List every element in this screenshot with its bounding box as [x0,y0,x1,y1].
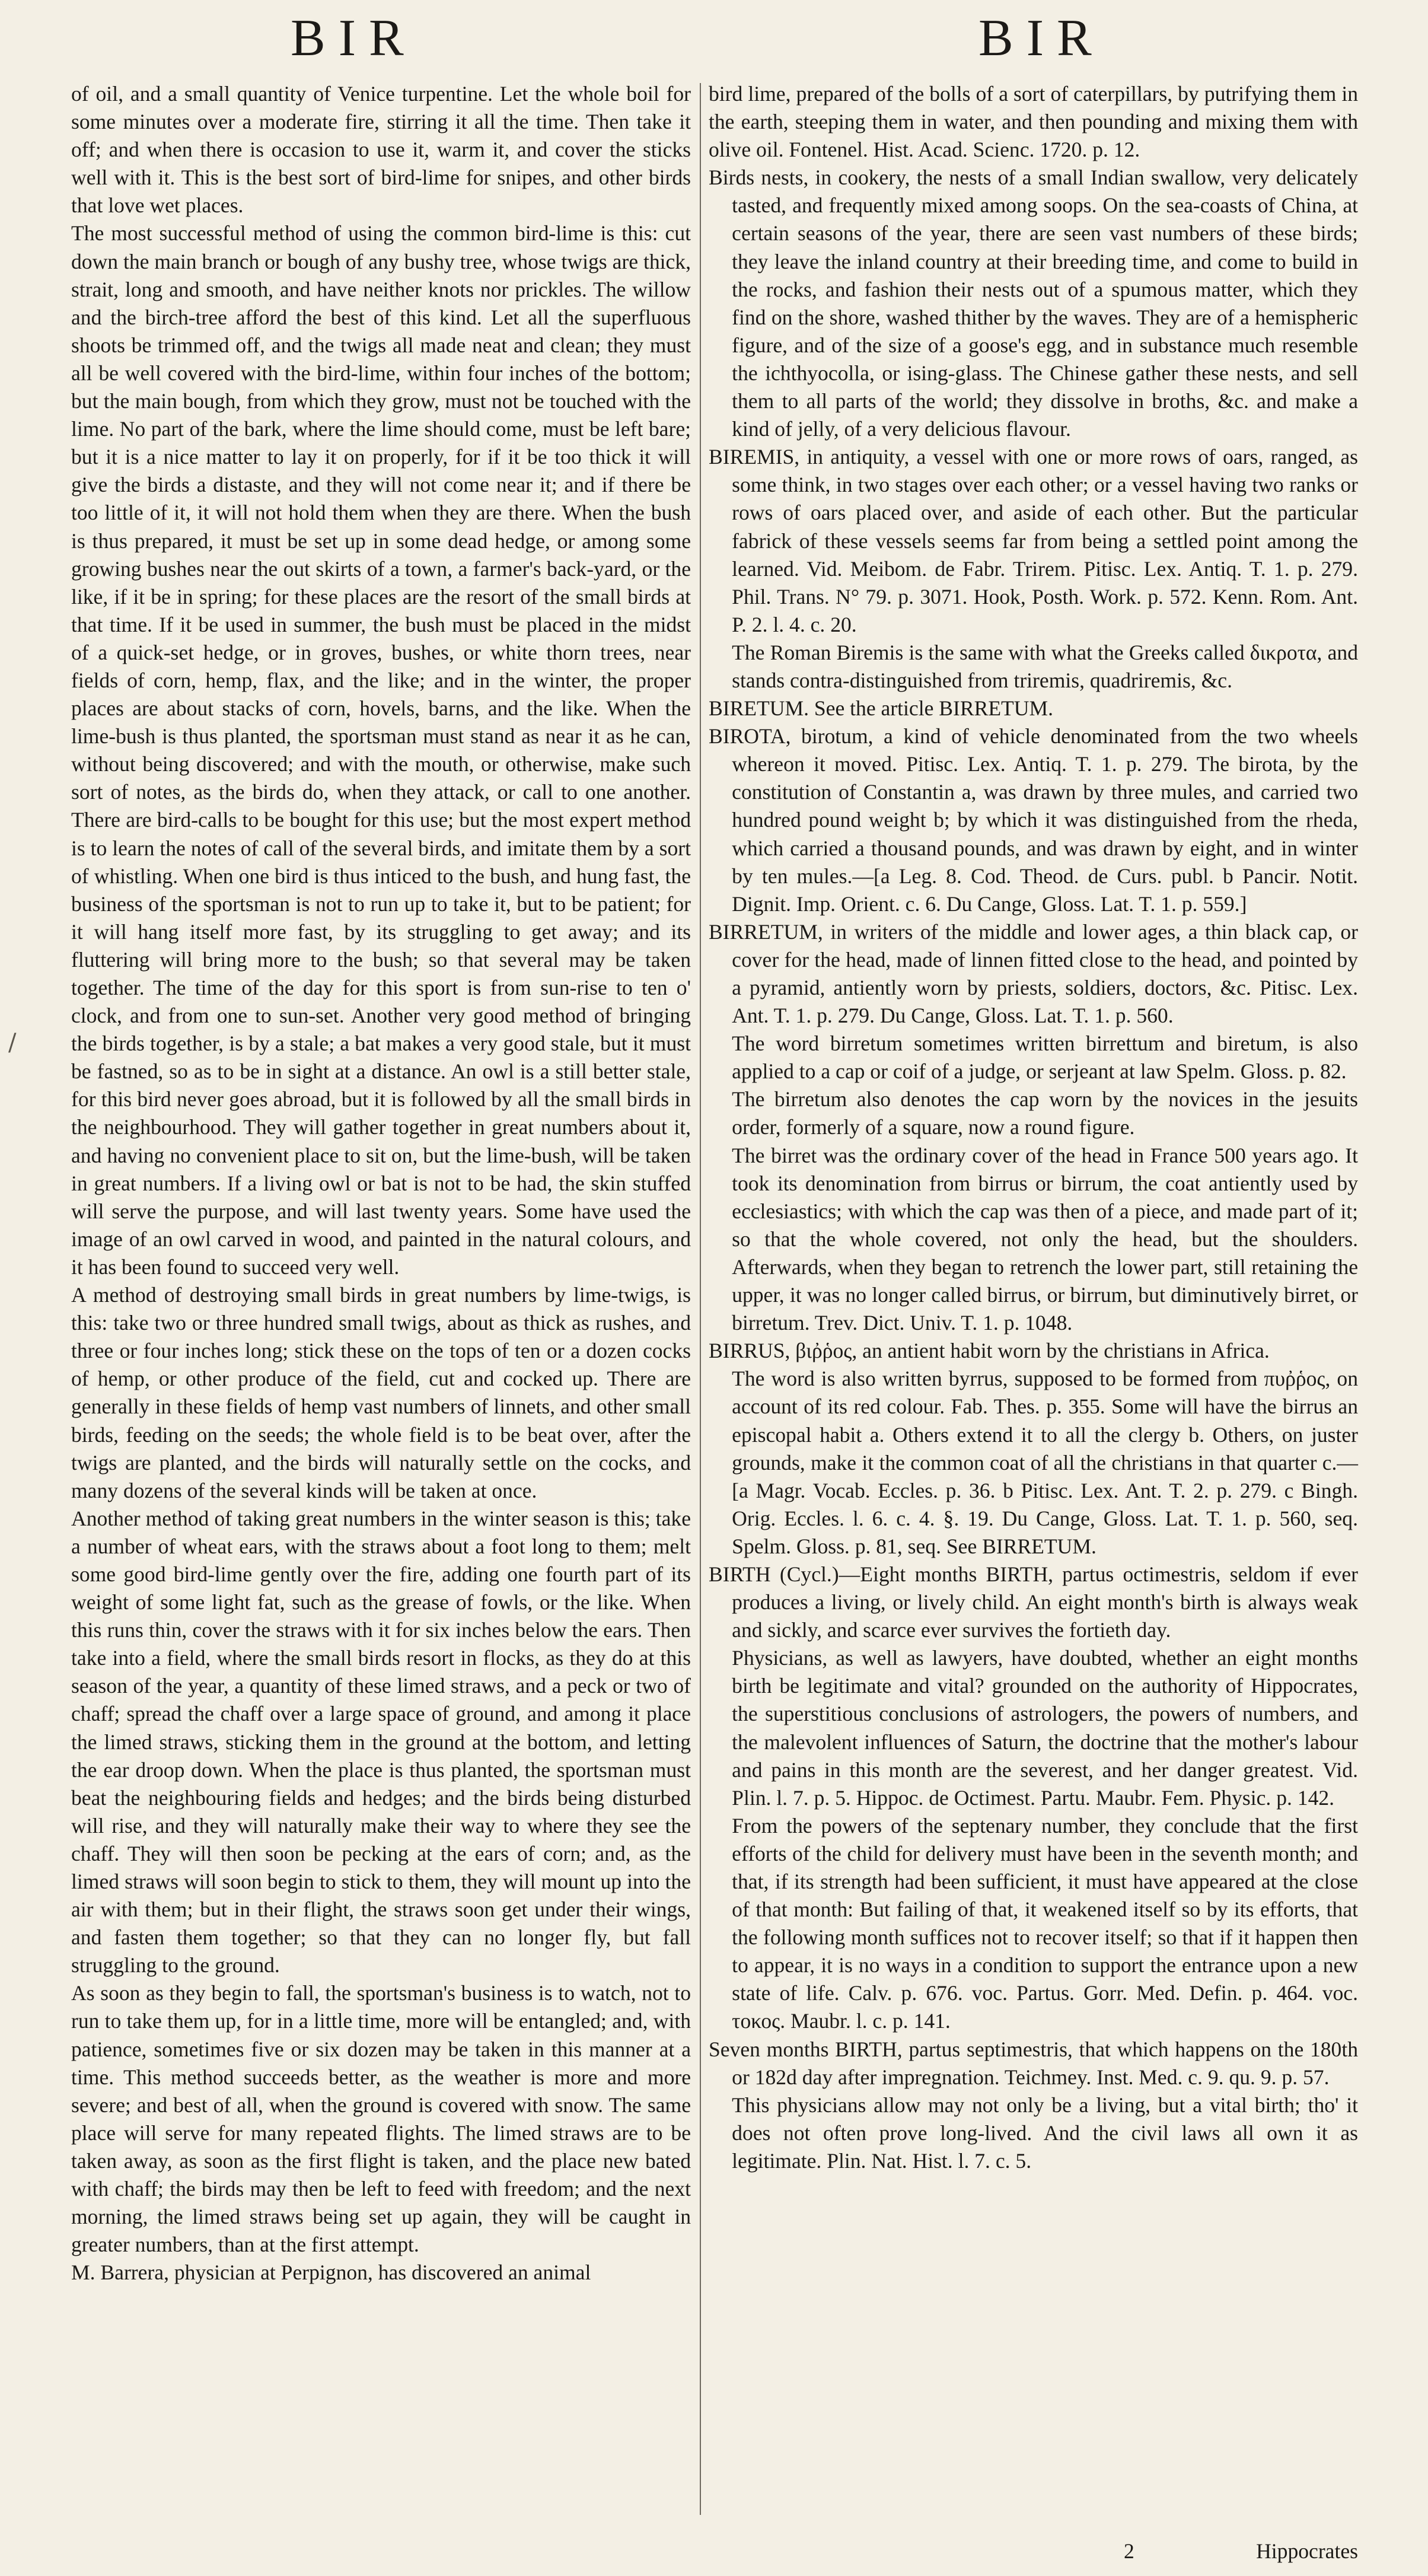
paragraph: of oil, and a small quantity of Venice turpentine. Let the whole boil for some minutes over a moderate fire, stirring it all the time. Then take it off; and when there is occasion to use it, warm it, and cover the sticks well with it. This is the best sort of bird-lime for snipes, and other birds that love wet places. [71,82,691,218]
page-footer [709,2539,1358,2568]
column-divider [700,83,701,2515]
paragraph: The most successful method of using the common bird-lime is this: cut down the main branch or bough of any bushy tree, whose twigs are thick, strait, long and smooth, and have neither knots nor prickles. The willow and the birch-tree afford the best of this kind. Let all the superfluous shoots be trimmed off, and the twigs all made neat and clean; they must all be well covered with the bird-lime, within four inches of the bottom; but the main bough, from which they grow, must not be touched with the lime. No part of the bark, where the lime should come, must be left bare; but it is a nice matter to lay it on properly, for if it be too thick it will give the birds a distaste, and they will not come near it; and if there be too little of it, it will not hold them when they are there. When the bush is thus prepared, it must be set up in some dead hedge, or among some growing bushes near the out skirts of a town, a farmer's back-yard, or the like, if it be in spring; for these places are the resort of the small birds at that time. If it be used in summer, the bush must be placed in the midst of a quick-set hedge, or in groves, bushes, or white thorn trees, near fields of corn, hemp, flax, and the like; and in the winter, the proper places are about stacks of corn, hovels, barns, and the like. When the lime-bush is thus planted, the sportsman must stand as near it as he can, without being discovered; and with the mouth, or otherwise, make such sort of notes, as the birds do, when they attack, or call to one another. There are bird-calls to be bought for this use; but the most expert method is to learn the notes of call of the several birds, and imitate them by a sort of whistling. When one bird is thus inticed to the bush, and hung fast, the business of the sportsman is not to run up to take it, but to be patient; for it will hang itself more fast, by its struggling to get away; and its fluttering will bring more to the bush; so that several may be taken together. The time of the day for this sport is from sun-rise to ten o' clock, and from one to sun-set. Another very good method of bringing the birds together, is by a stale; a bat makes a very good stale, but it must be fastned, so as to be in sight at a distance. An owl is a still better stale, for this bird never goes abroad, but it is followed by all the small birds in the neighbourhood. They will gather together in great numbers about it, and having no convenient place to sit on, but the lime-bush, will be taken in great numbers. If a living owl or bat is not to be had, the skin stuffed will serve the purpose, and will last twenty years. Some have used the image of an owl carved in wood, and painted in the natural colours, and it has been found to succeed very well. [71,221,691,1279]
entry-birretum: BIRRETUM, in writers of the middle and lower ages, a thin black cap, or cover for the head, made of linnen fitted close to the head, and pointed by a pyramid, antiently worn by priests, soldiers, doctors, &c. Pitisc. Lex. Ant. T. 1. p. 279. Du Cange, Gloss. Lat. T. 1. p. 560. [709,919,1358,1028]
entry-birds-nests: Birds nests, in cookery, the nests of a small Indian swallow, very delicately tasted, and frequently mixed among soops. On the sea-coasts of China, at certain seasons of the year, there are seen vast numbers of these birds; they leave the inland country at their breeding time, and come to build in the rocks, and fashion their nests out of a spumous matter, which they find on the shore, washed thither by the waves. They are of a hemispheric figure, and of the size of a goose's egg, and in substance much resemble the ichthyocolla, or ising-glass. The Chinese gather these nests, and sell them to all parts of the world; they dissolve in broths, &c. and make a kind of jelly, of a very delicious flavour. [709,165,1358,441]
right-column [709,80,1358,2175]
paragraph: The word is also written byrrus, supposed to be formed from πυῤῥος, on account of its red colour. Fab. Thes. p. 355. Some will have the birrus an episcopal habit a. Others extend it to all the clergy b. Others, on juster grounds, make it the common coat of all the christians in that quarter c.—[a Magr. Vocab. Eccles. p. 36. b Pitisc. Lex. Ant. T. 2. p. 279. c Bingh. Orig. Eccles. l. 6. c. 4. §. 19. Du Cange, Gloss. Lat. T. 1. p. 560, seq. Spelm. Gloss. p. 81, seq. See BIRRETUM. [732,1367,1358,1558]
paragraph: Physicians, as well as lawyers, have doubted, whether an eight months birth be legitimate and vital? grounded on the authority of Hippocrates, the superstitious conclusions of astrologers, the powers of numbers, and the malevolent influences of Saturn, the doctrine that the mother's labour and pains in this month are the severest, and her danger greatest. Vid. Plin. l. 7. p. 5. Hippoc. de Octimest. Partu. Maubr. Fem. Physic. p. 142. [732,1646,1358,1810]
entry-biremis: BIREMIS, in antiquity, a vessel with one or more rows of oars, ranged, as some think, in two stages over each other; or a vessel having two ranks or rows of oars placed over, and aside of each other. But the particular fabrick of these vessels seems far from being a settled point among the learned. Vid. Meibom. de Fabr. Trirem. Pitisc. Lex. Antiq. T. 1. p. 279. Phil. Trans. N° 79. p. 3071. Hook, Posth. Work. p. 572. Kenn. Rom. Ant. P. 2. l. 4. c. 20. [709,445,1358,636]
paragraph: A method of destroying small birds in great numbers by lime-twigs, is this: take two or three hundred small twigs, about as thick as rushes, and three or four inches long; stick these on the tops of ten or a dozen cocks of hemp, or other produce of the field, cut and cocked up. There are generally in these fields of hemp vast numbers of linnets, and other small birds, feeding on the seeds; the whole field is to be beat over, after the twigs are planted, and the birds will naturally settle on the cocks, and many dozens of the several kinds will be taken at once. [71,1283,691,1502]
margin-mark: / [8,1029,17,1056]
paragraph: This physicians allow may not only be a living, but a vital birth; tho' it does not often prove long-lived. And the civil laws all own it as legitimate. Plin. Nat. Hist. l. 7. c. 5. [732,2093,1358,2173]
running-head-left: BIR [291,9,417,67]
signature-mark: 2 [1124,2539,1134,2563]
entry-birth: BIRTH (Cycl.)—Eight months BIRTH, partus octimestris, seldom if ever produces a living, or lively child. An eight month's birth is always weak and sickly, and scarce ever survives the fortieth day. [709,1562,1358,1642]
entry-birota: BIROTA, birotum, a kind of vehicle denominated from the two wheels whereon it moved. Pitisc. Lex. Antiq. T. 1. p. 279. The birota, by the constitution of Constantin a, was drawn by three mules, and carried two hundred pound weight b; by which it was distinguished from the rheda, which carried a thousand pounds, and was drawn by eight, and in winter by ten mules.—[a Leg. 8. Cod. Theod. de Curs. publ. b Pancir. Notit. Dignit. Imp. Orient. c. 6. Du Cange, Gloss. Lat. T. 1. p. 559.] [709,724,1358,916]
paragraph: As soon as they begin to fall, the sportsman's business is to watch, not to run to take them up, for in a little time, more will be entangled; and, with patience, sometimes five or six dozen may be taken in this manner at a time. This method succeeds better, as the weather is more and more severe; and best of all, when the ground is covered with snow. The same place will serve for many repeated flights. The limed straws are to be taken away, as soon as the first flight is taken, and the place new bated with chaff; the birds may then be left to feed with freedom; and the next morning, the limed straws being set up again, they will be caught in greater numbers, than at the first attempt. [71,1981,691,2257]
paragraph: From the powers of the septenary number, they conclude that the first efforts of the child for delivery must have been in the seventh month; and that, if its strength had been sufficient, it must have appeared at the close of that month: But failing of that, it weakened itself so by its efforts, that the following month suffices not to recover itself; so that if it happen then to appear, it is no ways in a condition to support the entrance upon a new state of life. Calv. p. 676. voc. Partus. Gorr. Med. Defin. p. 464. voc. τοκος. Maubr. l. c. p. 141. [732,1813,1358,2033]
entry-seven-months-birth: Seven months BIRTH, partus septimestris, that which happens on the 180th or 182d day after impregnation. Teichmey. Inst. Med. c. 9. qu. 9. p. 57. [709,2037,1358,2089]
paragraph: The birret was the ordinary cover of the head in France 500 years ago. It took its denomination from birrus or birrum, the coat antiently used by ecclesiastics; with which the cap was then of a piece, and made part of it; so that the whole covered, not only the head, but the shoulders. Afterwards, when they began to retrench the lower part, still retaining the upper, it was no longer called birrus, or birrum, but diminutively birret, or birretum. Trev. Dict. Univ. T. 1. p. 1048. [732,1143,1358,1335]
paragraph: Another method of taking great numbers in the winter season is this; take a number of wheat ears, with the straws about a foot long to them; melt some good bird-lime gently over the fire, adding one fourth part of its weight of some light fat, such as the grease of fowls, or the like. When this runs thin, cover the straws with it for six inches below the ears. Then take into a field, where the small birds resort in flocks, as they do at this season of the year, a quantity of these limed straws, and a peck or two of chaff; spread the chaff over a large space of ground, and among it place the limed straws, sticking them in the ground at the bottom, and letting the ear droop down. When the place is thus planted, the sportsman must beat the neighbouring fields and hedges; and the birds being disturbed will rise, and they will naturally make their way to where they see the chaff. They will then soon be pecking at the ears of corn; and, as the limed straws will soon begin to stick to them, they will mount up into the air with them; but in their flight, the straws soon get under their wings, and fasten them together; so that they can no longer fly, but fall struggling to the ground. [71,1506,691,1978]
paragraph: M. Barrera, physician at Perpignon, has discovered an animal [71,2260,591,2285]
paragraph: The word birretum sometimes written birrettum and biretum, is also applied to a cap or coif of a judge, or serjeant at law Spelm. Gloss. p. 82. [732,1031,1358,1084]
running-head-right: BIR [978,9,1105,67]
entry-biretum: BIRETUM. See the article BIRRETUM. [709,696,1054,721]
left-column [71,80,691,2287]
entry-birrus: BIRRUS, βιῤῥος, an antient habit worn by the christians in Africa. [709,1339,1270,1363]
catchword: Hippocrates [1256,2539,1358,2563]
paragraph: The birretum also denotes the cap worn by the novices in the jesuits order, formerly of a square, now a round figure. [732,1087,1358,1139]
paragraph: The Roman Biremis is the same with what the Greeks called δικροτα, and stands contra-distinguished from triremis, quadriremis, &c. [732,640,1358,692]
page-header [0,6,1428,71]
paragraph: bird lime, prepared of the bolls of a sort of caterpillars, by putrifying them in the earth, steeping them in water, and then pounding and mixing them with olive oil. Fontenel. Hist. Acad. Scienc. 1720. p. 12. [709,82,1358,162]
